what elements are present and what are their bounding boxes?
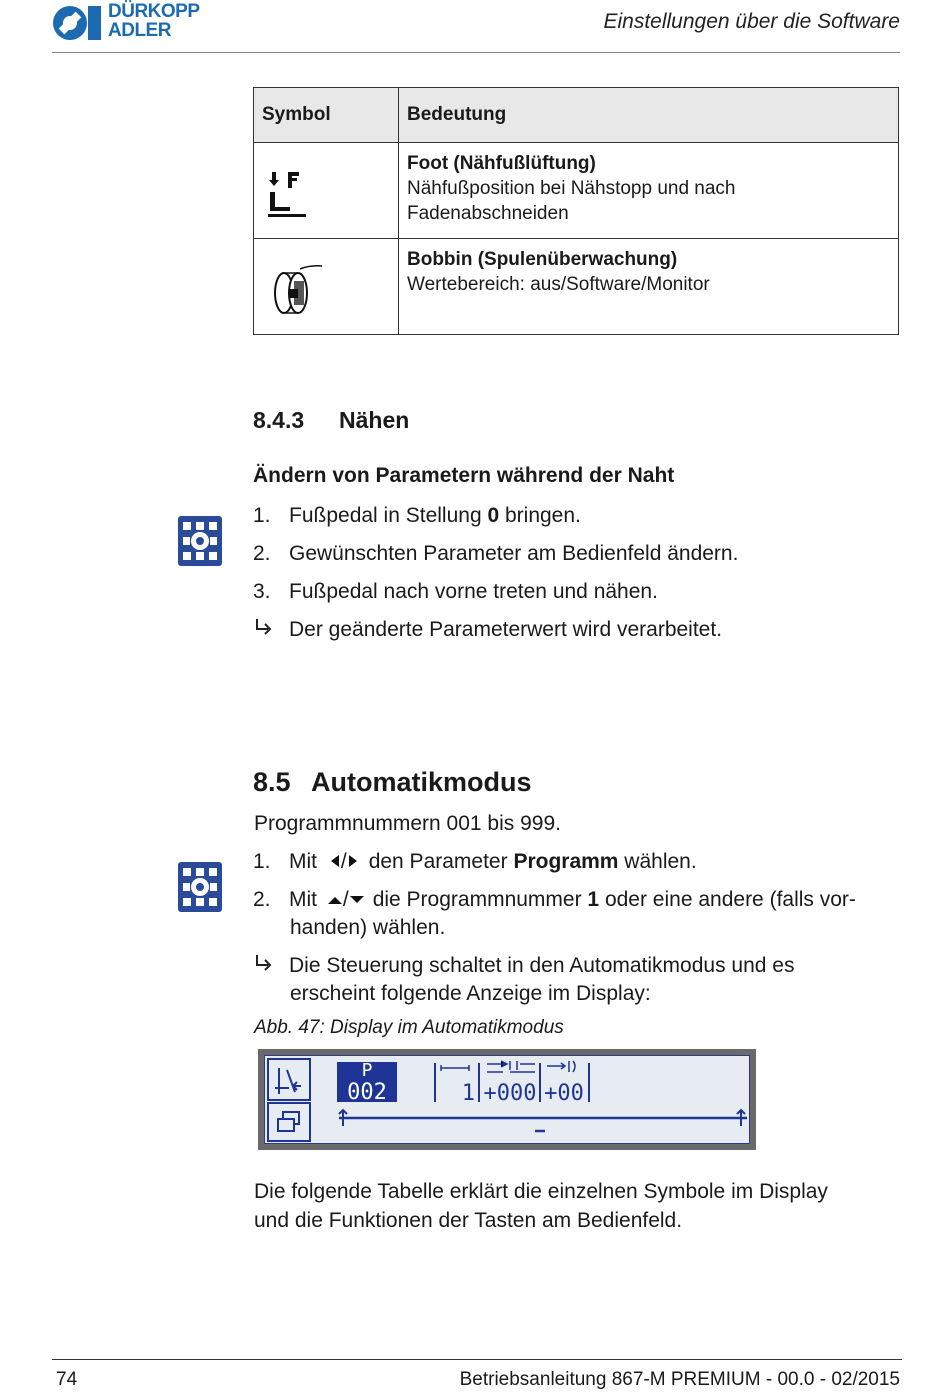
page-number: 74 bbox=[56, 1369, 78, 1390]
bobbin-icon bbox=[270, 261, 326, 321]
brand-line2: ADLER bbox=[108, 20, 171, 41]
meaning-cell bbox=[399, 239, 899, 335]
triangle-right-icon bbox=[347, 854, 359, 868]
symbol-description: Wertebereich: aus/Software/Monitor bbox=[407, 274, 710, 295]
list-item: 3. Fußpedal nach vorne treten und nähen. bbox=[253, 580, 658, 603]
foot-lift-icon bbox=[268, 169, 308, 221]
symbol-table bbox=[253, 87, 899, 335]
triangle-up-icon bbox=[327, 894, 343, 906]
brand-logo bbox=[52, 2, 232, 42]
symbol-cell bbox=[254, 239, 399, 335]
section-heading-85 bbox=[253, 767, 532, 798]
list-item: 1. Mit / den Parameter Programm wählen. bbox=[253, 850, 697, 873]
display-screen bbox=[264, 1055, 750, 1144]
result-arrow-icon bbox=[253, 617, 275, 639]
program-value: 002 bbox=[347, 1080, 387, 1105]
closing-text-line2: und die Funktionen der Tasten am Bedienfeld. bbox=[254, 1209, 683, 1232]
table-row bbox=[254, 239, 899, 335]
header-divider bbox=[52, 52, 900, 53]
footer-divider bbox=[52, 1359, 902, 1360]
symbol-description: Nähfußposition bei Nähstopp und nach Fadenabschneiden bbox=[407, 178, 736, 224]
triangle-down-icon bbox=[349, 894, 365, 906]
section-number: 8.5 bbox=[253, 767, 291, 797]
brand-line1: DÜRKOPP bbox=[108, 1, 200, 22]
display-value-1: 1 bbox=[461, 1081, 475, 1106]
result-arrow-icon bbox=[253, 953, 275, 975]
table-row bbox=[254, 143, 899, 239]
result-line: Der geänderte Parameterwert wird verarbeitet. bbox=[253, 616, 722, 644]
section-number: 8.4.3 bbox=[253, 407, 305, 433]
list-item: 1. Fußpedal in Stellung 0 bringen. bbox=[253, 504, 581, 527]
triangle-left-icon bbox=[329, 854, 341, 868]
display-value-2: +000 bbox=[483, 1081, 537, 1106]
list-item-continuation: handen) wählen. bbox=[290, 916, 446, 939]
control-panel-icon bbox=[178, 516, 222, 566]
result-continuation: erscheint folgende Anzeige im Display: bbox=[290, 982, 651, 1005]
result-line: Die Steuerung schaltet in den Automatikmodus und es bbox=[253, 952, 794, 980]
symbol-title: Bobbin (Spulenüberwachung) bbox=[407, 249, 678, 270]
section-heading-843 bbox=[253, 407, 409, 434]
display-figure bbox=[258, 1049, 756, 1150]
section-title: Nähen bbox=[339, 407, 410, 433]
display-value-3: +00 bbox=[544, 1081, 584, 1106]
table-header-row bbox=[254, 88, 899, 143]
closing-text-line1: Die folgende Tabelle erklärt die einzelnen Symbole im Display bbox=[254, 1180, 828, 1203]
meaning-cell bbox=[399, 143, 899, 239]
symbol-title: Foot (Nähfußlüftung) bbox=[407, 153, 596, 174]
section-title: Automatikmodus bbox=[311, 767, 532, 797]
column-header-symbol: Symbol bbox=[254, 88, 399, 143]
control-panel-icon bbox=[178, 862, 222, 912]
document-reference: Betriebsanleitung 867-M PREMIUM - 00.0 - 02/2015 bbox=[459, 1369, 900, 1390]
duerkopp-logo-icon bbox=[52, 2, 104, 42]
symbol-cell bbox=[254, 143, 399, 239]
list-item: 2. Gewünschten Parameter am Bedienfeld ändern. bbox=[253, 542, 739, 565]
subsection-heading: Ändern von Parametern während der Naht bbox=[253, 464, 675, 487]
chapter-title: Einstellungen über die Software bbox=[603, 10, 900, 33]
intro-text: Programmnummern 001 bis 999. bbox=[254, 812, 561, 835]
list-item: 2. Mit / die Programmnummer 1 oder eine andere (falls vor- bbox=[253, 888, 856, 911]
figure-caption: Abb. 47: Display im Automatikmodus bbox=[254, 1017, 564, 1038]
column-header-meaning: Bedeutung bbox=[399, 88, 899, 143]
display-graphics bbox=[265, 1056, 751, 1145]
program-label: P bbox=[361, 1060, 373, 1081]
